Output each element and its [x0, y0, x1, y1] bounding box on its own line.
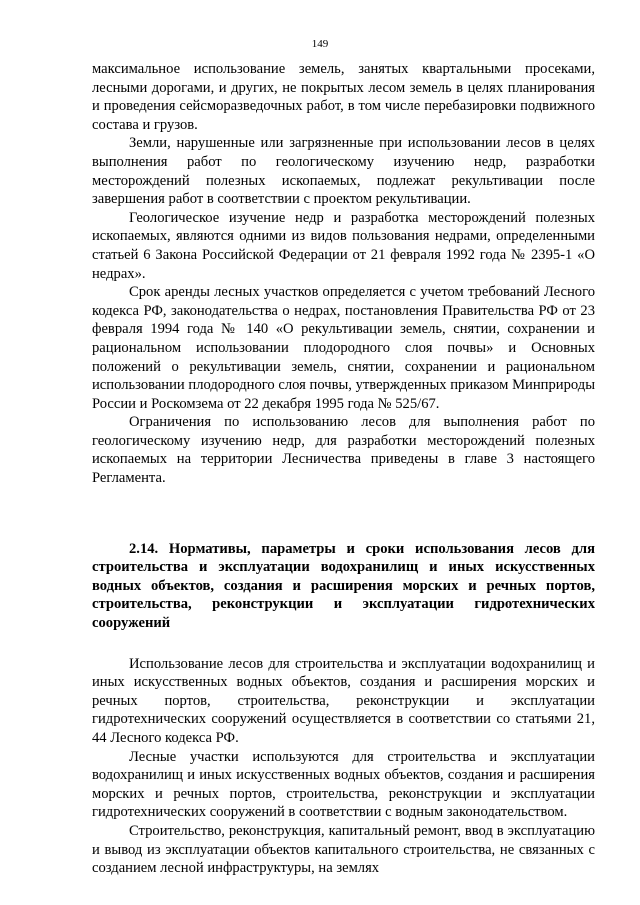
section-heading: 2.14. Нормативы, параметры и сроки использования лесов для строительства и эксплуатации водохранилищ и иных искусственных водных объектов, создания и расширения морских и речных портов, строительства, реконструкции и эксплуатации гидротехнических сооружений [92, 540, 595, 632]
paragraph-continued: максимальное использование земель, занятых квартальными просеками, лесными дорогами, и других, не покрытых лесом земель в целях планирования и проведения сейсморазведочных работ, в том числе перебазировки подвижного состава и грузов. [92, 61, 595, 133]
page-number: 149 [311, 38, 329, 50]
paragraph: Геологическое изучение недр и разработка месторождений полезных ископаемых, являются одними из видов пользования недрами, определенными статьей 6 Закона Российской Федерации от 21 февраля 1992 года № 2395-1 «О недрах». [92, 209, 595, 282]
paragraph: Строительство, реконструкция, капитальный ремонт, ввод в эксплуатацию и вывод из эксплуатации объектов капитального строительства, не связанных с созданием лесной инфраструктуры, на землях [92, 822, 595, 877]
paragraph: Срок аренды лесных участков определяется с учетом требований Лесного кодекса РФ, законодательства о недрах, постановления Правительства РФ от 23 февраля 1994 года № 140 «О рекультивации земель, снятии, сохранении и рациональном использовании плодородного слоя почвы» и Основных положений о рекультивации земель, снятии, сохранении и рациональном использовании плодородного слоя почвы, утвержденных приказом Минприроды России и Роскомзема от 22 декабря 1995 года № 525/67. [92, 284, 595, 412]
paragraph: Лесные участки используются для строительства и эксплуатации водохранилищ и иных искусственных водных объектов, создания и расширения морских и речных портов, строительства, реконструкции и эксплуатации гидротехнических сооружений в соответствии с водным законодательством. [92, 748, 595, 821]
paragraph: Использование лесов для строительства и эксплуатации водохранилищ и иных искусственных водных объектов, создания и расширения морских и речных портов, строительства, реконструкции и эксплуатации гидротехнических сооружений осуществляется в соответствии со статьями 21, 44 Лесного кодекса РФ. [92, 655, 595, 746]
paragraph: Земли, нарушенные или загрязненные при использовании лесов в целях выполнения работ по геологическому изучению недр, разработки месторождений полезных ископаемых, подлежат рекультивации после завершения работ в соответствии с проектом рекультивации. [92, 135, 595, 208]
paragraph: Ограничения по использованию лесов для выполнения работ по геологическому изучению недр, для разработки месторождений полезных ископаемых на территории Лесничества приведены в главе 3 настоящего Регламента. [92, 414, 595, 487]
document-body [92, 60, 595, 878]
